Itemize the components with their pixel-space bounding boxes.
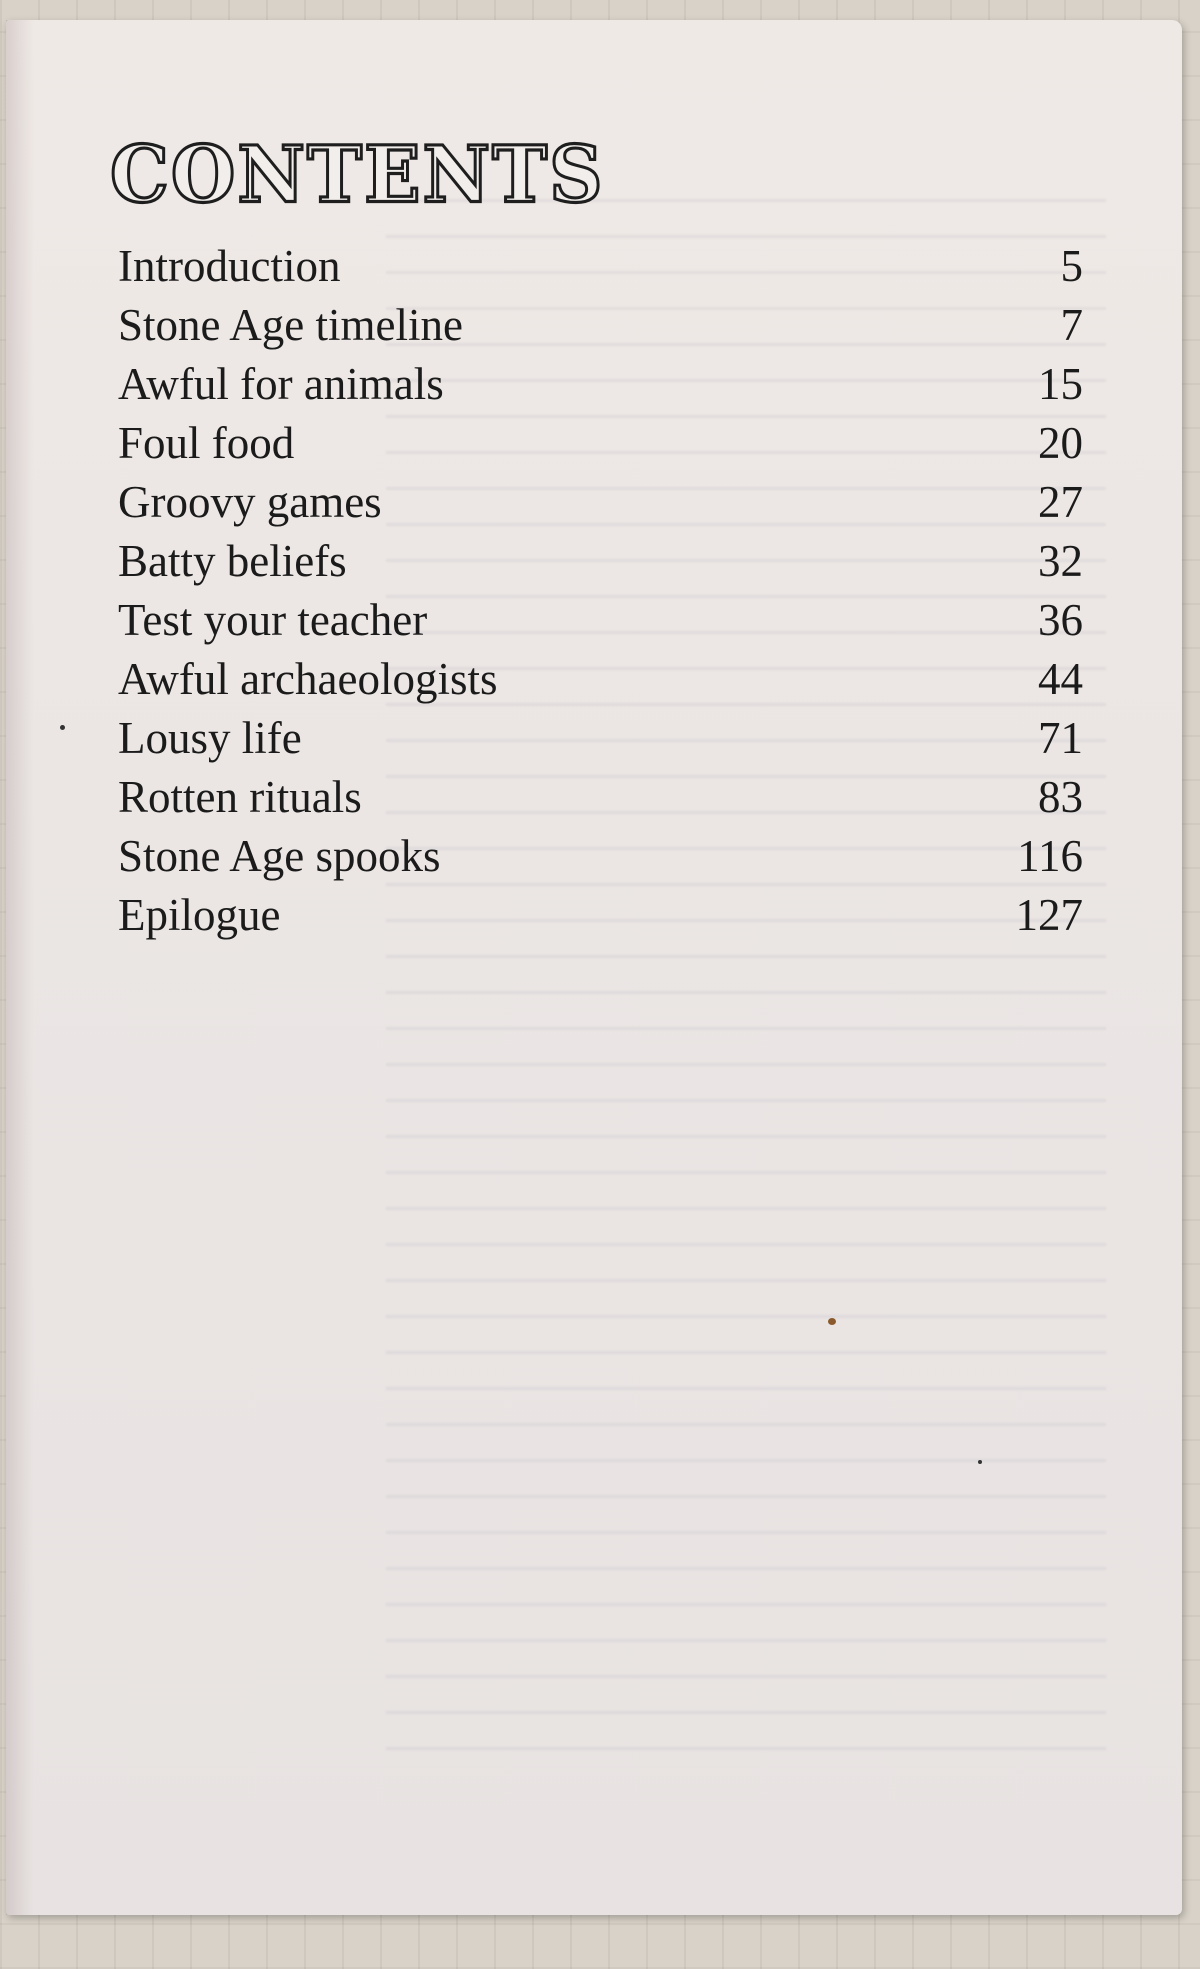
toc-entry-page: 27 <box>1038 477 1083 527</box>
toc-entry-title: Groovy games <box>118 477 382 527</box>
toc-entry <box>118 476 1083 535</box>
toc-entry-page: 5 <box>1060 241 1083 291</box>
toc-entry <box>118 594 1083 653</box>
toc-entry-page: 20 <box>1038 418 1083 468</box>
contents-heading: CONTENTS <box>110 129 605 221</box>
toc-entry-page: 32 <box>1038 536 1083 586</box>
toc-entry <box>118 830 1083 889</box>
paper-speck <box>978 1460 982 1464</box>
toc-entry-page: 7 <box>1060 300 1083 350</box>
toc-entry <box>118 240 1083 299</box>
toc-entry-title: Lousy life <box>118 713 302 763</box>
toc-entry-title: Introduction <box>118 241 341 291</box>
toc-entry-page: 71 <box>1038 713 1083 763</box>
toc-entry <box>118 712 1083 771</box>
toc-entry-title: Epilogue <box>118 890 281 940</box>
toc-entry-title: Awful archaeologists <box>118 654 498 704</box>
toc-entry-title: Awful for animals <box>118 359 444 409</box>
toc-entry <box>118 299 1083 358</box>
page-gutter-shadow <box>6 20 34 1915</box>
toc-entry <box>118 653 1083 712</box>
toc-entry-page: 36 <box>1038 595 1083 645</box>
table-of-contents <box>118 240 1083 948</box>
toc-entry-page: 15 <box>1038 359 1083 409</box>
book-page <box>6 20 1182 1915</box>
toc-entry-title: Rotten rituals <box>118 772 362 822</box>
paper-speck <box>828 1318 836 1325</box>
toc-entry <box>118 417 1083 476</box>
toc-entry-title: Stone Age spooks <box>118 831 441 881</box>
toc-entry-title: Foul food <box>118 418 295 468</box>
toc-entry-page: 83 <box>1038 772 1083 822</box>
toc-entry-title: Test your teacher <box>118 595 428 645</box>
toc-entry <box>118 889 1083 948</box>
toc-entry-page: 116 <box>1017 831 1083 881</box>
toc-entry <box>118 771 1083 830</box>
toc-entry-title: Batty beliefs <box>118 536 347 586</box>
toc-entry-page: 127 <box>1015 890 1083 940</box>
toc-entry-page: 44 <box>1038 654 1083 704</box>
toc-entry-title: Stone Age timeline <box>118 300 463 350</box>
paper-speck <box>60 725 65 730</box>
toc-entry <box>118 358 1083 417</box>
toc-entry <box>118 535 1083 594</box>
